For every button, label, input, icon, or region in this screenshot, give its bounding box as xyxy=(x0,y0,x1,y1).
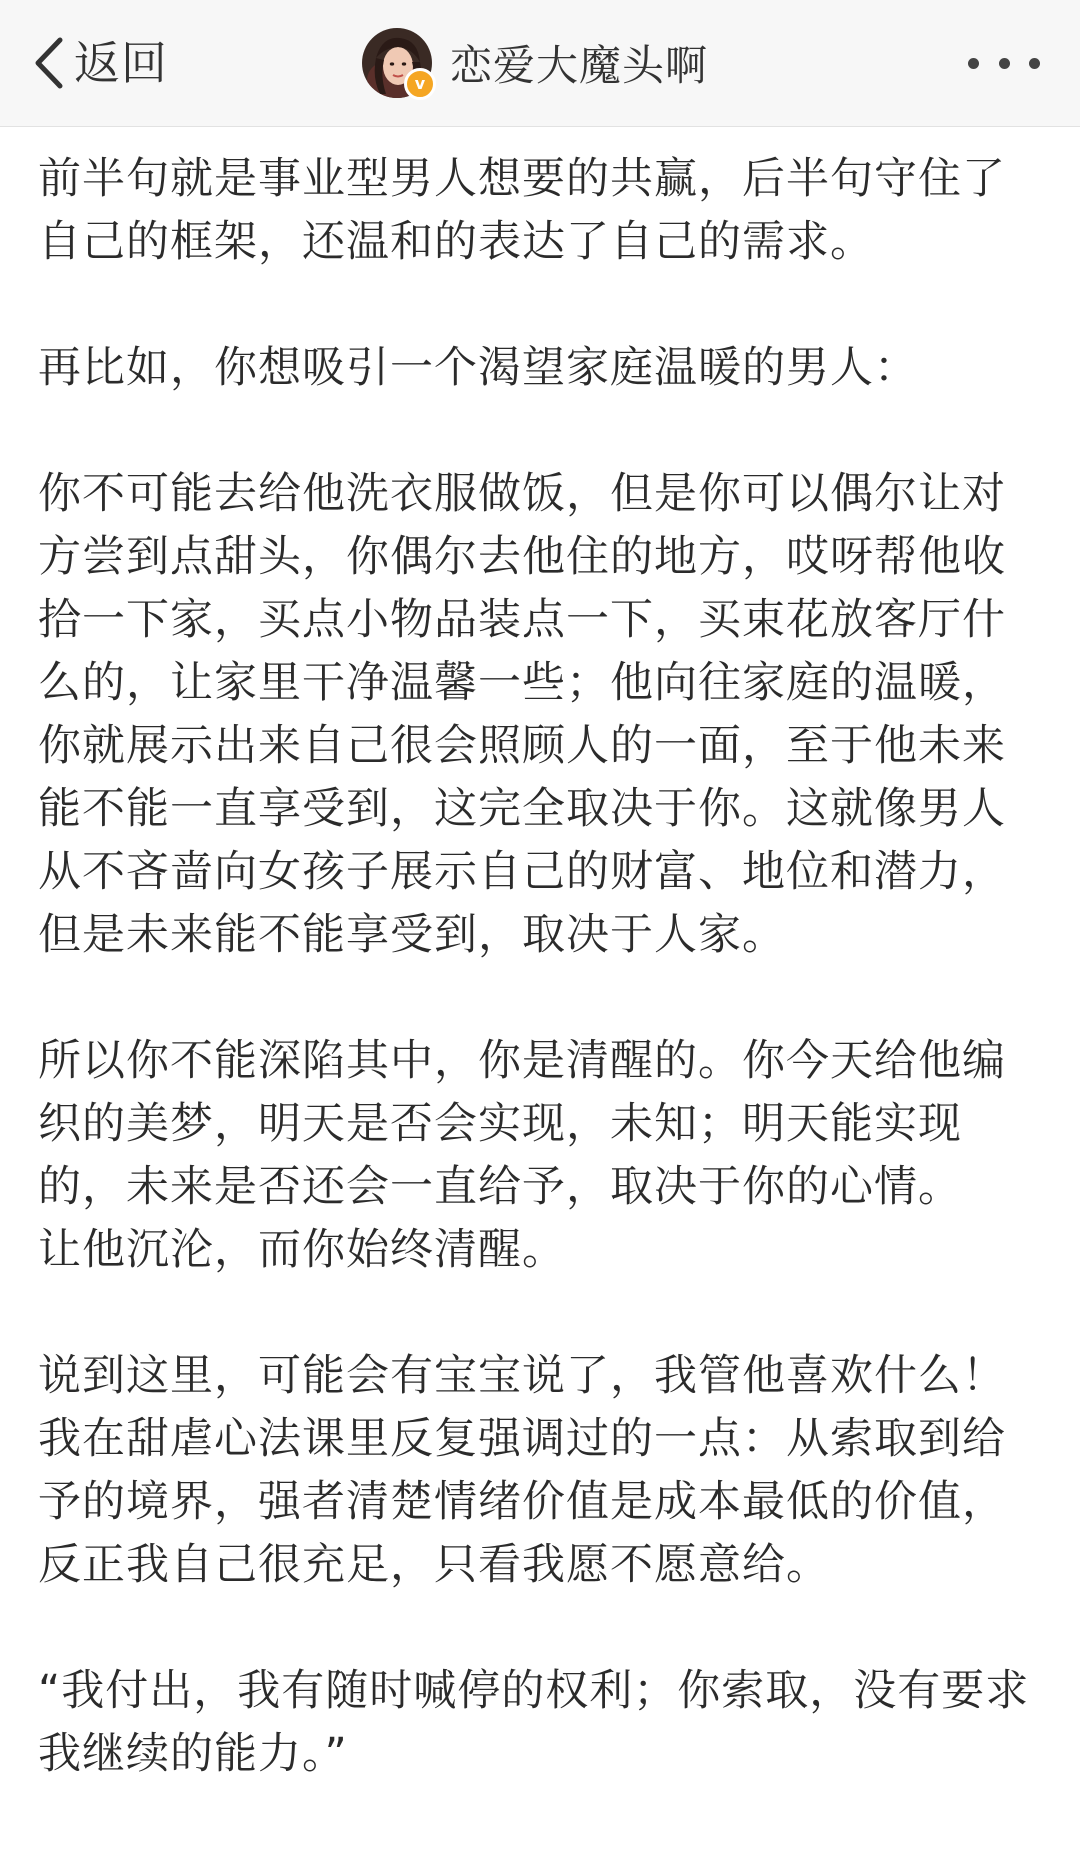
more-dots-icon xyxy=(968,58,979,69)
more-dots-icon xyxy=(1029,58,1040,69)
avatar[interactable] xyxy=(362,28,432,98)
article-paragraph: 说到这里，可能会有宝宝说了，我管他喜欢什么！ 我在甜虐心法课里反复强调过的一点：从索取到给 予的境界，强者清楚情绪价值是成本最低的价值， 反正我自己很充足，只看我愿不愿意给。 xyxy=(38,1351,1006,1590)
account-title[interactable] xyxy=(362,25,708,101)
article-paragraph: 所以你不能深陷其中，你是清醒的。你今天给他编 织的美梦，明天是否会实现，未知；明天能实现 的，未来是否还会一直给予，取决于你的心情。 让他沉沦，而你始终清醒。 xyxy=(38,1036,1006,1275)
top-nav-bar xyxy=(0,0,1080,127)
article-paragraph: “我付出，我有随时喊停的权利；你索取，没有要求 我继续的能力。” xyxy=(38,1666,1030,1779)
more-dots-icon xyxy=(999,58,1010,69)
article-paragraph: 前半句就是事业型男人想要的共赢，后半句守住了 自己的框架，还温和的表达了自己的需求。 xyxy=(38,154,1006,267)
article-paragraph: 你不可能去给他洗衣服做饭，但是你可以偶尔让对 方尝到点甜头，你偶尔去他住的地方，哎呀帮他收 拾一下家，买点小物品装点一下，买束花放客厅什 么的，让家里干净温馨一些；他向往家庭的温暖， 你就展示出来自己很会照顾人的一面，至于他未来 能不能一直享受到，这完全取决于你。这就像男人 从不吝啬向女孩子展示自己的财富、地位和潜力， 但是未来能不能享受到，取决于人家。 xyxy=(38,469,1006,960)
back-button[interactable] xyxy=(30,28,168,98)
article-body xyxy=(38,148,1048,1849)
verified-badge-icon: v xyxy=(404,68,436,100)
page-title: 恋爱大魔头啊 xyxy=(450,41,709,90)
article-paragraph: 再比如，你想吸引一个渴望家庭温暖的男人： xyxy=(38,343,918,393)
more-options-button[interactable] xyxy=(968,48,1040,78)
chevron-left-icon xyxy=(30,32,68,94)
back-label: 返回 xyxy=(74,36,168,90)
